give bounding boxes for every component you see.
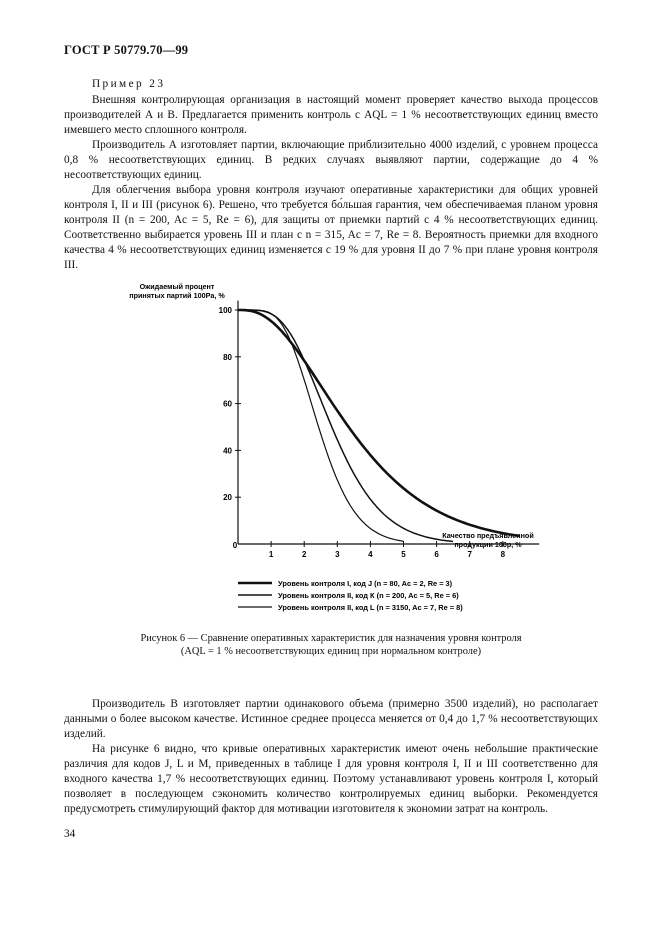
y-tick-label: 60: [223, 399, 232, 409]
x-tick-label: 6: [434, 550, 439, 559]
x-tick-label: 7: [467, 550, 472, 559]
x-axis-label-line2: продукции 100p, %: [454, 540, 522, 549]
y-tick-label: 80: [223, 352, 232, 362]
y-tick-label: 40: [223, 446, 232, 456]
paragraph: Производитель В изготовляет партии одинакового объема (примерно 3500 изделий), но располагает данными о более высоком качестве. Истинное среднее процесса меняется от 0,4 до 1,7 % несоответствующих изделий.: [64, 698, 598, 740]
x-axis-label-line1: Качество предъявленной: [442, 531, 534, 540]
oc-curve-series-3: [238, 310, 404, 541]
oc-curve-series-2: [238, 310, 453, 542]
legend-label: Уровень контроля I, код J (n = 80, Ac = 2, Re = 3): [278, 579, 453, 588]
x-tick-label: 5: [401, 550, 406, 559]
caption-line2: (AQL = 1 % несоответствующих единиц при нормальном контроле): [180, 646, 482, 657]
legend-label: Уровень контроля II, код К (n = 200, Ac = 5, Re = 6): [278, 591, 459, 600]
figure-caption: [64, 632, 598, 658]
caption-line1: Рисунок 6 — Сравнение оперативных характеристик для назначения уровня контроля: [140, 633, 522, 644]
paragraph: На рисунке 6 видно, что кривые оперативных характеристик имеют очень небольшие практические различия для кодов J, L и M, приведенных в таблице I для уровня контроля I, II и III соответственно для входного качества 1,7 % несоответствующих единиц. Поэтому устанавливают уровень контроля I, который позволяет в последующем сэкономить количество контролируемых единиц выборки. Рекомендуется предусмотреть стимулирующий фактор для мотивации изготовителя к экономии затрат на контроль.: [64, 743, 598, 815]
page-number: 34: [64, 828, 76, 840]
oc-chart-svg: [0, 280, 661, 620]
x-tick-label: 2: [301, 550, 307, 559]
example-title: Пример 23: [92, 78, 166, 90]
x-tick-label: 3: [335, 550, 340, 559]
y-tick-label: 100: [218, 306, 232, 315]
paragraph: Внешняя контролирующая организация в настоящий момент проверяет качество выхода процессов производителей А и В. Предлагается применить контроль с AQL = 1 % несоответствующих единиц вместо имевшего место сплошного контроля.: [64, 94, 598, 136]
figure-6-chart: [0, 280, 661, 620]
origin-tick-label: 0: [232, 541, 238, 550]
y-axis-label-line2: принятых партий 100Pa, %: [129, 291, 225, 300]
top-text-block: [64, 93, 598, 273]
y-tick-label: 20: [223, 493, 232, 503]
chart-curves: [238, 310, 519, 542]
legend-label: Уровень контроля II, код L (n = 3150, Ac = 7, Re = 8): [278, 603, 463, 612]
paragraph: Для облегчения выбора уровня контроля изучают оперативные характеристики для общих уровней контроля I, II и III (рисунок 6). Решено, что требуется бо́льшая гарантия, чем обеспечиваемая планом уровня контроля II (n = 200, Ac = 5, Re = 6), для защиты от приемки партий с 4 % несоответствующих единиц. Соответственно выбирается уровень III и план с n = 315, Ac = 7, Re = 8. Вероятность приемки для входного качества 4 % несоответствующих единиц изменяется с 19 % для уровня II до 7 % при плане уровня контроля III.: [64, 184, 598, 271]
x-tick-label: 1: [268, 550, 274, 559]
bottom-text-block: [64, 697, 598, 817]
y-axis-label-line1: Ожидаемый процент: [139, 282, 215, 291]
chart-legend: [238, 579, 463, 612]
standard-header: ГОСТ Р 50779.70—99: [64, 43, 189, 57]
x-tick-label: 4: [368, 550, 373, 559]
x-tick-label: 8: [500, 550, 506, 559]
paragraph: Производитель А изготовляет партии, включающие приблизительно 4000 изделий, с уровнем процесса 0,8 % несоответствующих единиц. В редких случаях выявляют партии, содержащие до 4 % несоответствующих единиц.: [64, 139, 598, 181]
oc-curve-series-1: [238, 310, 519, 536]
chart-axes: [238, 301, 539, 544]
